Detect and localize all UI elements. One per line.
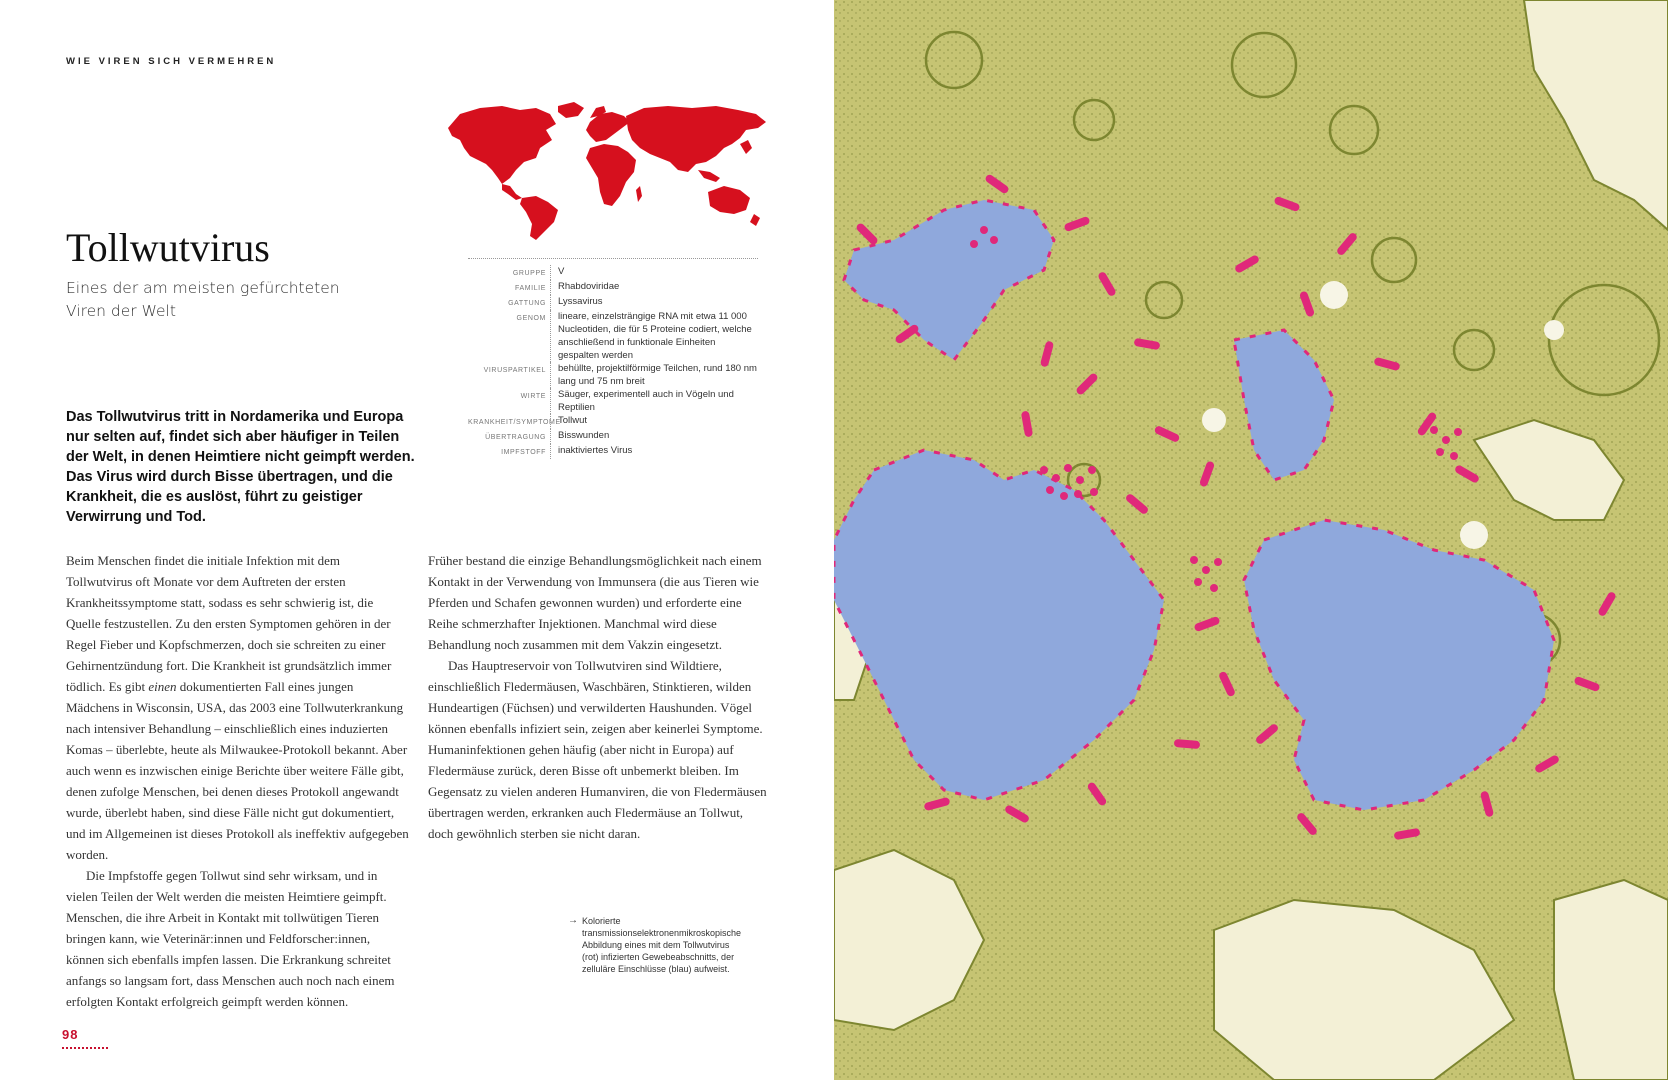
running-head: WIE VIREN SICH VERMEHREN <box>66 56 277 67</box>
page-number: 98 <box>62 1027 79 1042</box>
page-title: Tollwutvirus <box>66 225 270 270</box>
micrograph-image <box>834 0 1668 1080</box>
fact-value: Lyssavirus <box>558 296 603 307</box>
fact-value: Tollwut <box>558 415 588 426</box>
electron-micrograph-image <box>834 0 1668 1080</box>
fact-key: ÜBERTRAGUNG <box>485 434 546 441</box>
fact-row <box>468 280 758 295</box>
page-subtitle: Eines der am meisten gefürchteten Viren der Welt <box>66 279 340 320</box>
fact-key: FAMILIE <box>514 285 546 292</box>
fact-value: inaktiviertes Virus <box>558 445 633 456</box>
fact-value: Bisswunden <box>558 430 610 441</box>
fact-row <box>468 295 758 310</box>
fact-key: GENOM <box>516 315 546 322</box>
body-paragraph: Früher bestand die einzige Behandlungsmöglichkeit nach einem Kontakt in der Verwendung von Immunsera (die aus Tieren wie Pferden und Schafen gewonnen wurden) und erforderte eine Reihe schmerzhafter Injektionen. Manchmal wird diese Behandlung noch zusammen mit dem Vakzin eingesetzt. <box>428 553 762 652</box>
fact-value: V <box>558 266 565 277</box>
fact-key: GRUPPE <box>512 270 546 277</box>
fact-value: Rhabdoviridae <box>558 281 620 292</box>
fact-key: IMPFSTOFF <box>501 449 546 456</box>
fact-row <box>468 310 758 362</box>
fact-value: lineare, einzelsträngige RNA mit etwa 11 000 Nucleotiden, die für 5 Proteine codiert, welche anschließend in funktionale Einheiten gespalten werden <box>558 311 752 361</box>
lead-paragraph: Das Tollwutvirus tritt in Nordamerika und Europa nur selten auf, findet sich aber häufiger in Teilen der Welt, in denen Heimtiere nicht geimpft werden. Das Virus wird durch Bisse übertragen, und die Krankheit, die es auslöst, führt zu geistiger Verwirrung und Tod. <box>66 409 415 525</box>
fact-row <box>468 388 758 414</box>
page-number-dots <box>62 1047 108 1049</box>
caption-text: Kolorierte transmissionselektronenmikroskopische Abbildung eines mit dem Tollwutvirus (rot) infizierten Gewebeabschnitts, der zelluläre Einschlüsse (blau) aufweist. <box>582 916 742 974</box>
fact-row <box>468 265 758 280</box>
body-paragraph: Das Hauptreservoir von Tollwutviren sind Wildtiere, einschließlich Fledermäusen, Waschbären, Stinktieren, wilden Hundeartigen (Füchsen) und verwilderten Haushunden. Vögel können ebenfalls infiziert sein, zeigen aber keinerlei Symptome. Humaninfektionen gehen häufig (aber nicht in Europa) auf Fledermäuse zurück, deren Bisse oft unbemerkt bleiben. Im Gegensatz zu vielen anderen Humanviren, die von Fledermäusen übertragen werden, erkranken auch Fledermäuse an Tollwut, doch gewöhnlich sterben sie nicht daran. <box>428 658 767 841</box>
fact-value: Säuger, experimentell auch in Vögeln und Reptilien <box>558 389 734 413</box>
fact-row <box>468 444 758 459</box>
fact-key: VIRUSPARTIKEL <box>483 367 546 374</box>
fact-row <box>468 429 758 444</box>
body-column-2 <box>428 550 771 844</box>
fact-key: GATTUNG <box>508 300 546 307</box>
body-paragraph: Beim Menschen findet die initiale Infektion mit dem Tollwutvirus oft Monate vor dem Auftreten der ersten Krankheitssymptome statt, sodass es sehr schwierig ist, die Quelle festzustellen. Zu den ersten Symptomen gehören in der Regel Fieber und Kopfschmerzen, doch sie schreiten zu einer Gehirnentzündung fort. Die Krankheit ist grundsätzlich immer tödlich. Es gibt einen dokumentierten Fall eines jungen Mädchens in Wisconsin, USA, das 2003 eine Tollwuterkrankung nach intensiver Behandlung – einschließlich eines induzierten Komas – überlebte, heute als Milwaukee-Protokoll bekannt. Aber auch wenn es inzwischen einige Berichte über weitere Fälle gibt, denen zufolge Menschen, bei denen dieses Protokoll angewandt wurde, überlebt haben, sind diese Fälle nicht gut dokumentiert, und im Allgemeinen ist dieses Protokoll als ineffektiv aufgegeben worden. <box>66 553 409 862</box>
fact-key: WIRTE <box>520 393 546 400</box>
fact-value: behüllte, projektilförmige Teilchen, rund 180 nm lang und 75 nm breit <box>558 363 757 387</box>
image-caption <box>568 915 742 975</box>
fact-row <box>468 362 758 388</box>
fact-table <box>468 258 758 459</box>
body-column-1 <box>66 550 409 1012</box>
fact-row <box>468 414 758 429</box>
emphasis: einen <box>148 679 177 694</box>
world-map-icon <box>440 100 770 240</box>
fact-key: KRANKHEIT/SYMPTOME <box>468 419 561 426</box>
body-paragraph: Die Impfstoffe gegen Tollwut sind sehr wirksam, und in vielen Teilen der Welt werden die meisten Heimtiere geimpft. Menschen, die ihre Arbeit in Kontakt mit tollwütigen Tieren bringen kann, wie Veterinär:innen und Feldforscher:innen, können sich ebenfalls impfen lassen. Die Erkrankung schreitet anfangs so langsam fort, dass Menschen auch noch nach einem erfolgten Kontakt erfolgreich geimpft werden können. <box>66 868 395 1009</box>
arrow-right-icon: → <box>568 915 578 926</box>
